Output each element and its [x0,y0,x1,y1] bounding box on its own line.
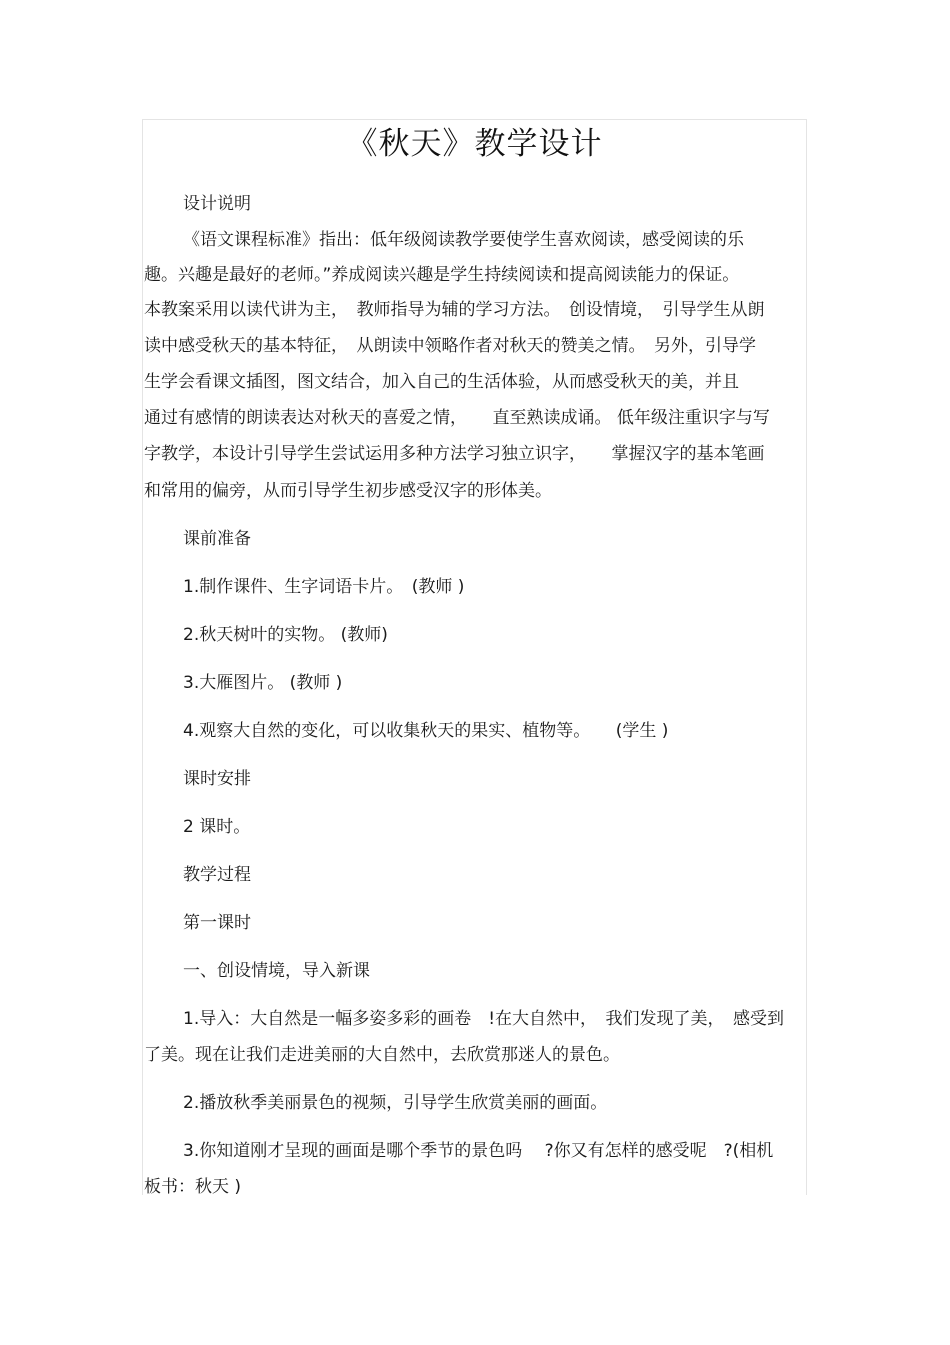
paragraph-line: 2 课时。 [183,817,251,837]
section-heading-preparation: 课前准备 [183,529,251,549]
paragraph-line: 板书：秋天 ) [144,1177,242,1197]
paragraph-line: 本教案采用以读代讲为主， 教师指导为辅的学习方法。 创设情境， 引导学生从朗 [144,300,765,320]
paragraph-line: 字教学，本设计引导学生尝试运用多种方法学习独立识字， 掌握汉字的基本笔画 [144,444,765,464]
list-item: 3.大雁图片。 (教师 ) [183,673,343,693]
paragraph-line: 《语文课程标准》指出：低年级阅读教学要使学生喜欢阅读，感受阅读的乐 [183,230,744,250]
paragraph-line: 生学会看课文插图，图文结合，加入自己的生活体验，从而感受秋天的美，并且 [144,372,739,392]
list-item: 1.制作课件、生字词语卡片。 (教师 ) [183,577,465,597]
section-heading-schedule: 课时安排 [183,769,251,789]
document-title: 《秋天》教学设计 [346,126,603,162]
section-heading-intro: 一、创设情境，导入新课 [183,961,370,981]
section-heading-design-notes: 设计说明 [183,194,251,214]
section-heading-process: 教学过程 [183,865,251,885]
paragraph-line: 了美。现在让我们走进美丽的大自然中，去欣赏那迷人的景色。 [144,1045,620,1065]
paragraph-line: 读中感受秋天的基本特征， 从朗读中领略作者对秋天的赞美之情。 另外，引导学 [144,336,756,356]
paragraph-line: 3.你知道刚才呈现的画面是哪个季节的景色吗 ?你又有怎样的感受呢 ?(相机 [183,1141,774,1161]
list-item: 4.观察大自然的变化，可以收集秋天的果实、植物等。 (学生 ) [183,721,669,741]
section-heading-lesson-one: 第一课时 [183,913,251,933]
paragraph-line: 通过有感情的朗读表达对秋天的喜爱之情， 直至熟读成诵。 低年级注重识字与写 [144,408,770,428]
paragraph-line: 1.导入：大自然是一幅多姿多彩的画卷 !在大自然中， 我们发现了美， 感受到 [183,1009,785,1029]
list-item: 2.秋天树叶的实物。 (教师) [183,625,388,645]
paragraph-line: 和常用的偏旁，从而引导学生初步感受汉字的形体美。 [144,481,552,501]
paragraph-line: 2.播放秋季美丽景色的视频，引导学生欣赏美丽的画面。 [183,1093,608,1113]
paragraph-line: 趣。兴趣是最好的老师。”养成阅读兴趣是学生持续阅读和提高阅读能力的保证。 [144,265,740,285]
